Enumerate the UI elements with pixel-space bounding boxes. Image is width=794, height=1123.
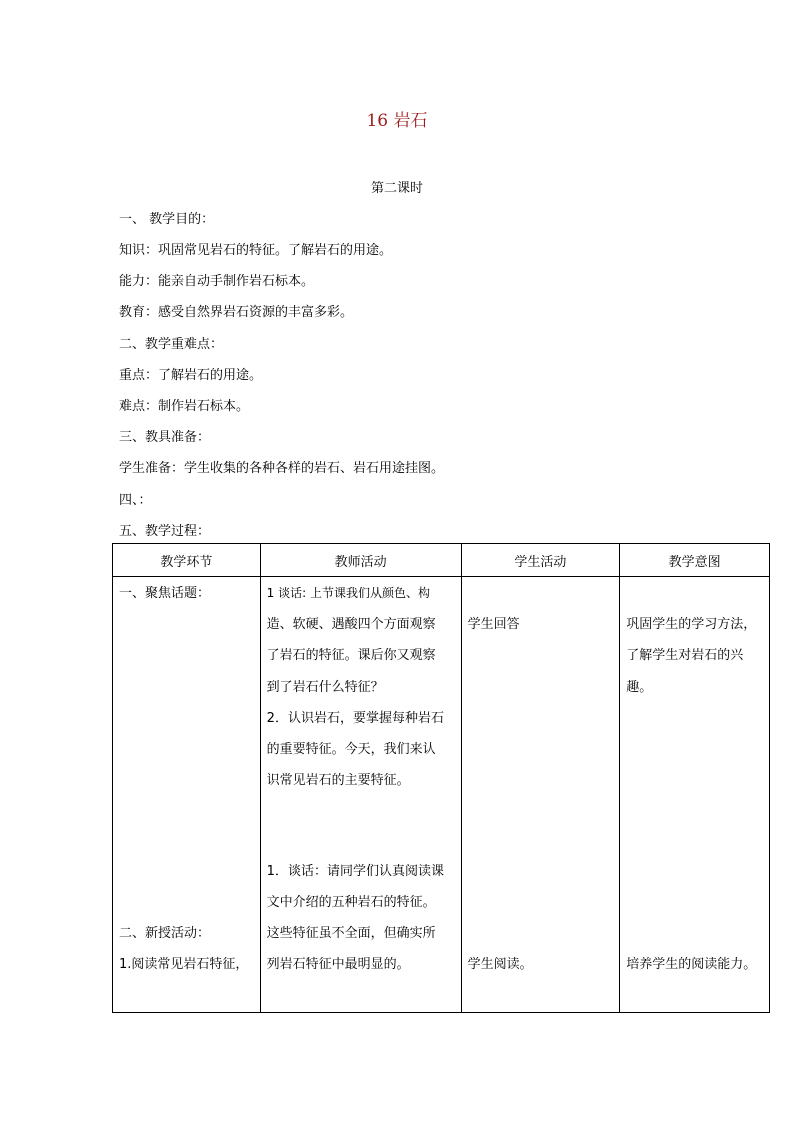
stage-focus-topic: 一、聚焦话题： [119, 586, 211, 601]
intent-line: 培养学生的阅读能力。 [626, 957, 757, 972]
intent-line: 了解学生对岩石的兴 [626, 648, 744, 663]
section-heading-process: 五、教学过程： [119, 524, 211, 539]
teacher-line: 1．谈话：请同学们认真阅读课 [266, 864, 444, 879]
teacher-line: 这些特征虽不全面，但确实所 [266, 926, 436, 941]
stage-new-activity: 二、新授活动： [119, 926, 211, 941]
header-student-activity: 学生活动 [461, 544, 620, 577]
teacher-line: 列岩石特征中最明显的。 [266, 957, 410, 972]
lesson-period: 第二课时 [370, 181, 423, 196]
teacher-line: 到了岩石什么特征？ [266, 680, 384, 695]
section-heading-key-points: 二、教学重难点： [119, 337, 224, 352]
header-teaching-intent: 教学意图 [620, 544, 770, 577]
teaching-intent-cell [620, 577, 770, 1013]
stage-cell [113, 577, 261, 1013]
table-header-row [113, 544, 770, 577]
teacher-line: 识常见岩石的主要特征。 [266, 773, 410, 788]
intent-line: 巩固学生的学习方法， [626, 617, 757, 632]
key-point: 重点：了解岩石的用途。 [119, 368, 263, 383]
section-heading-materials: 三、教具准备： [119, 430, 211, 445]
student-read: 学生阅读。 [467, 957, 533, 972]
teaching-process-table [112, 543, 770, 1013]
teacher-activity-cell [260, 577, 461, 1013]
section-heading-four: 四、： [119, 493, 152, 508]
teacher-line: 2．认识岩石，要掌握每种岩石 [266, 711, 444, 726]
table-row [113, 577, 770, 1013]
teacher-line: 文中介绍的五种岩石的特征。 [266, 895, 436, 910]
teacher-line: 了岩石的特征。课后你又观察 [266, 648, 436, 663]
teacher-line: 的重要特征。今天，我们来认 [266, 742, 436, 757]
document-title: 16 岩石 [366, 111, 428, 131]
teacher-line: 1 谈话: 上节课我们从颜色、构 [266, 586, 430, 600]
student-materials: 学生准备：学生收集的各种各样的岩石、岩石用途挂图。 [119, 461, 445, 476]
teacher-line: 造、软硬、遇酸四个方面观察 [266, 617, 436, 632]
student-answer: 学生回答 [467, 617, 520, 632]
header-teacher-activity: 教师活动 [260, 544, 461, 577]
header-teaching-stage: 教学环节 [113, 544, 261, 577]
stage-read-features: 1.阅读常见岩石特征， [119, 957, 249, 972]
student-activity-cell [461, 577, 620, 1013]
objective-ability: 能力：能亲自动手制作岩石标本。 [119, 274, 315, 289]
difficult-point: 难点：制作岩石标本。 [119, 399, 250, 414]
objective-education: 教育：感受自然界岩石资源的丰富多彩。 [119, 305, 354, 320]
objective-knowledge: 知识：巩固常见岩石的特征。了解岩石的用途。 [119, 243, 393, 258]
section-heading-objectives: 一、 教学目的： [119, 212, 215, 227]
intent-line: 趣。 [626, 680, 653, 695]
